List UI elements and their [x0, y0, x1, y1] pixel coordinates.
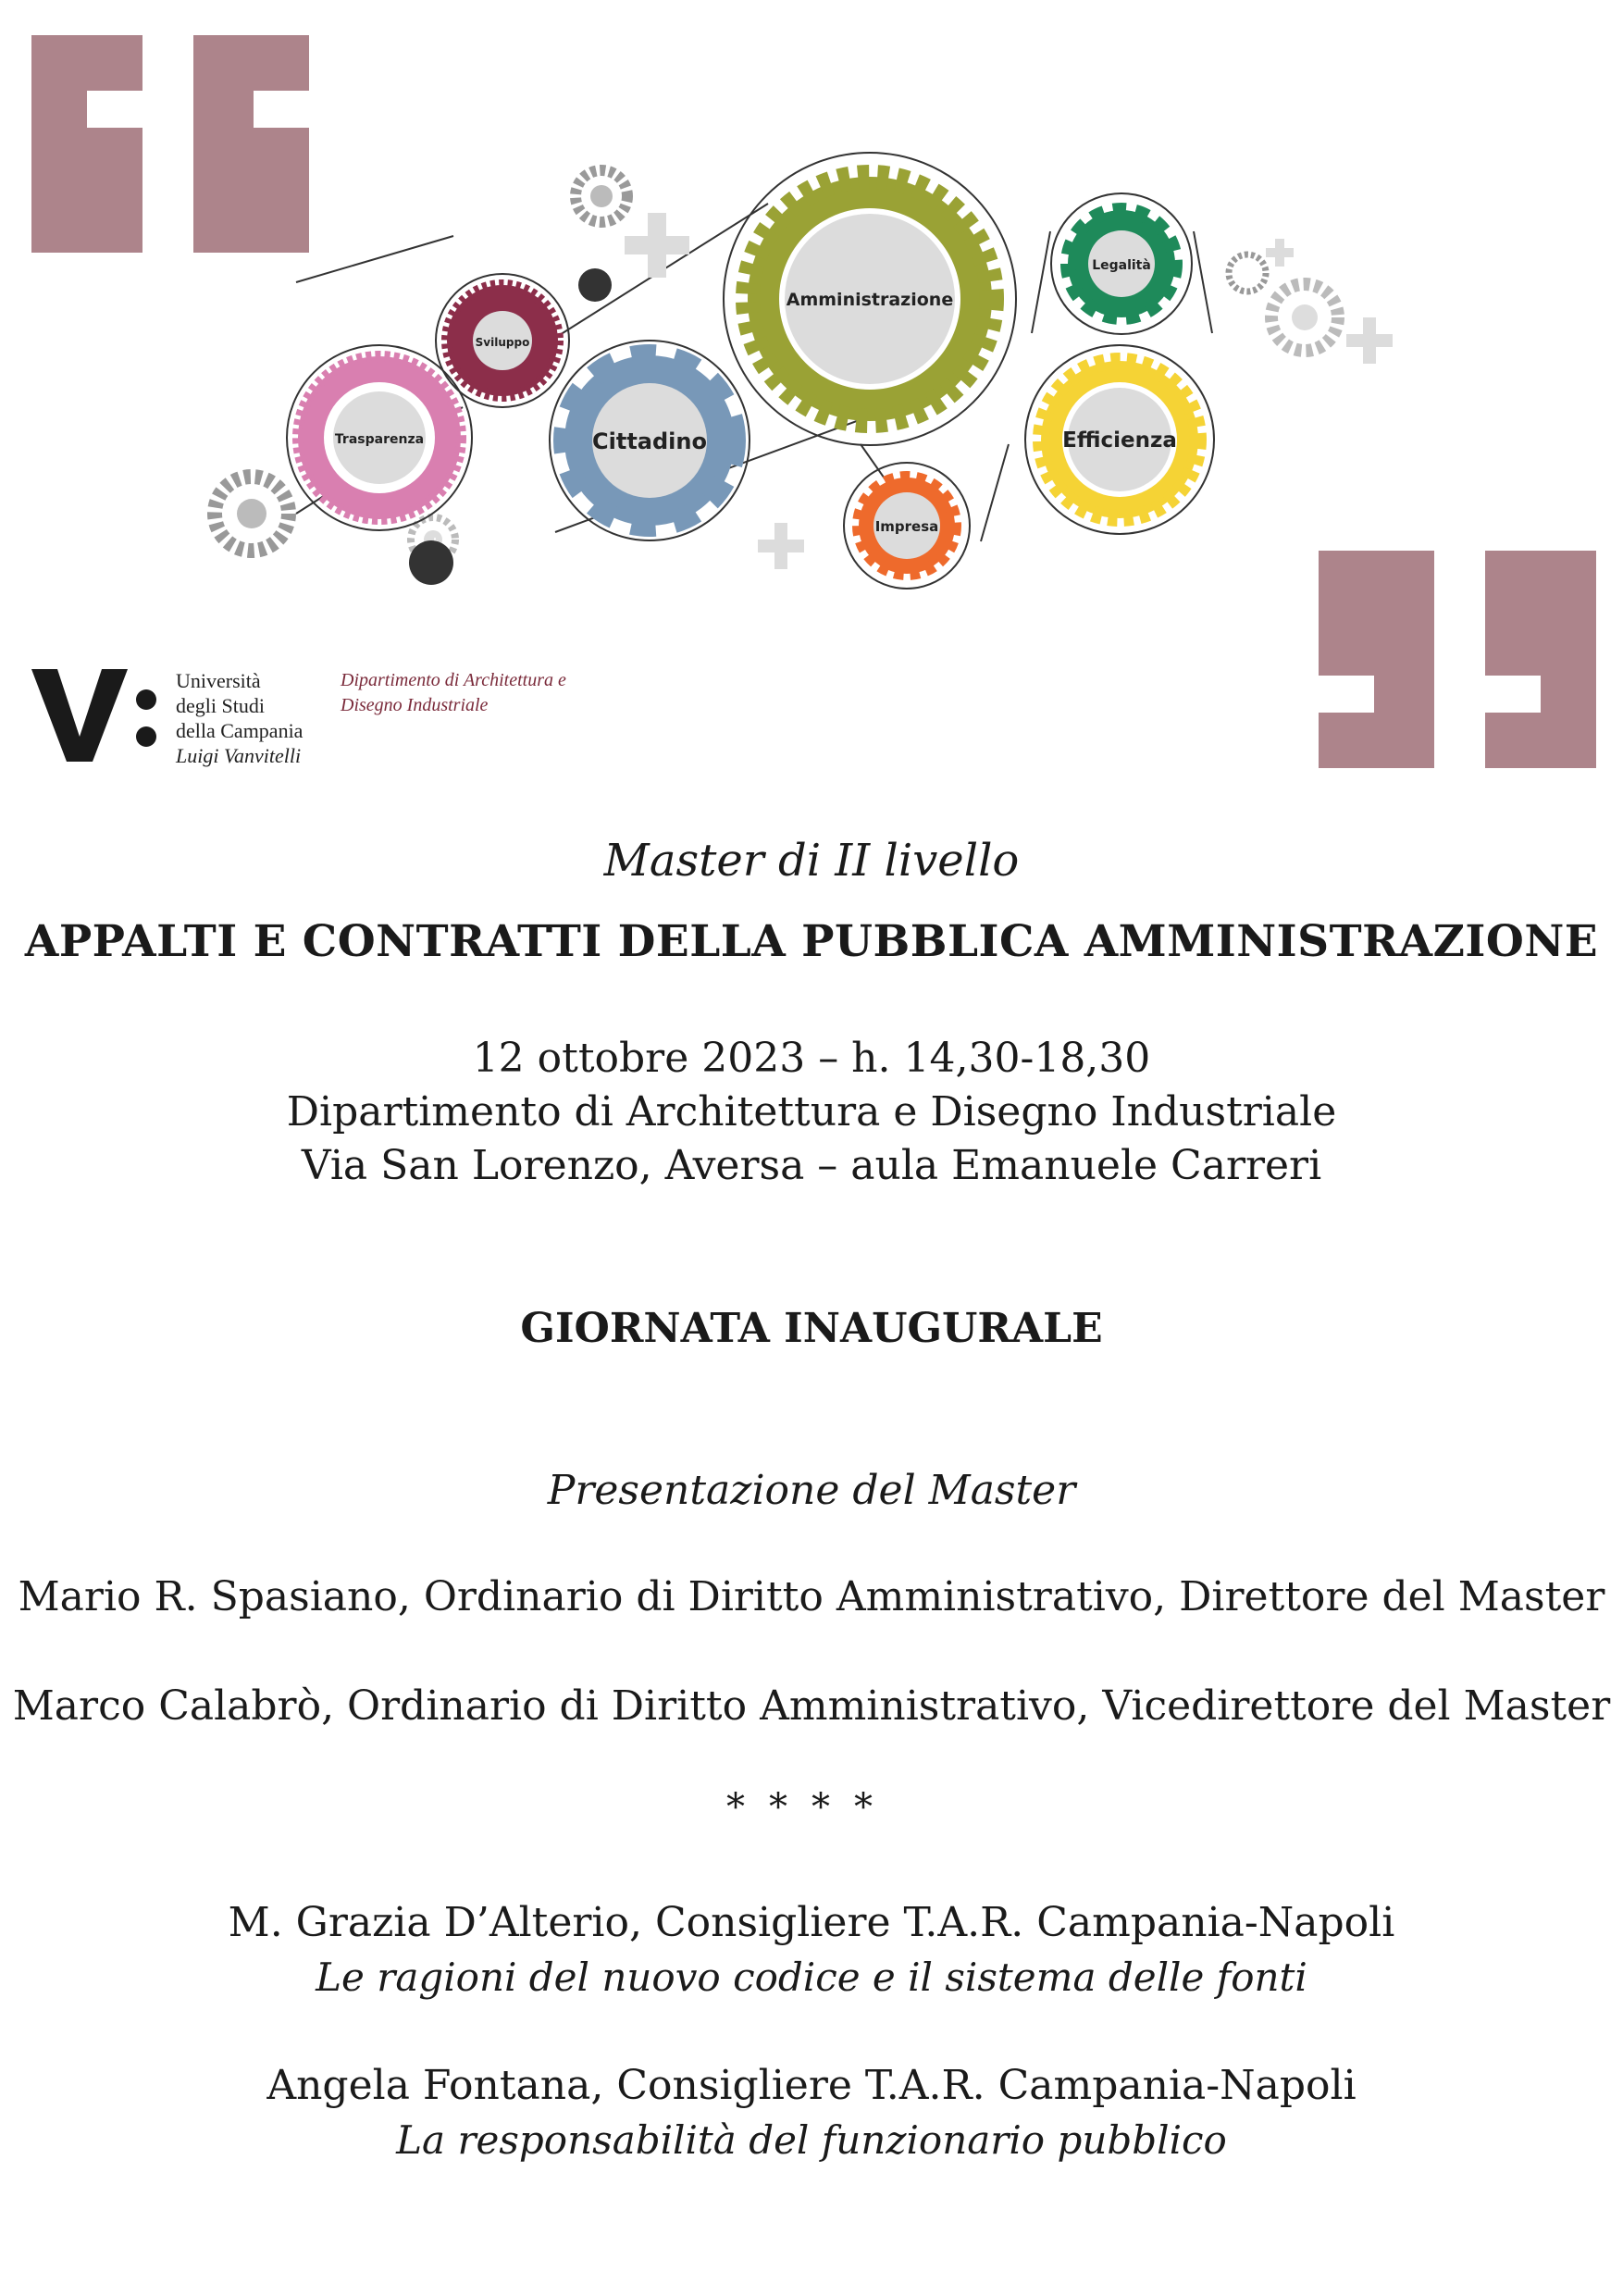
talk-1-title: Le ragioni del nuovo codice e il sistema delle fonti	[316, 1955, 1307, 2000]
talk-2-speaker: Angela Fontana, Consigliere T.A.R. Campania-Napoli	[266, 2062, 1357, 2109]
department-line-1: Dipartimento di Architettura e	[341, 670, 566, 690]
department-line-2: Disegno Industriale	[341, 695, 489, 715]
vanvitelli-logo-icon	[31, 664, 166, 766]
gear-label-impresa: Impresa	[874, 518, 939, 535]
gear-label-legalita: Legalità	[1092, 258, 1151, 273]
gear-amministrazione-icon	[724, 153, 1016, 445]
gear-legalita-icon	[1051, 193, 1192, 334]
speaker-vicedirector: Marco Calabrò, Ordinario di Diritto Amministrativo, Vicedirettore del Master	[12, 1682, 1611, 1730]
gear-label-efficienza: Efficienza	[1062, 428, 1177, 453]
gear-efficienza-icon	[1025, 345, 1214, 534]
gear-impresa-icon	[844, 463, 970, 589]
gears-illustration	[194, 148, 1434, 602]
event-location: Via San Lorenzo, Aversa – aula Emanuele Carreri	[301, 1142, 1322, 1189]
gear-label-trasparenza: Trasparenza	[334, 432, 425, 447]
separator-stars: ****	[726, 1786, 897, 1829]
gear-label-sviluppo: Sviluppo	[475, 336, 530, 349]
university-name	[176, 668, 303, 768]
university-line-1: Università	[176, 669, 261, 692]
university-line-3: della Campania	[176, 719, 304, 742]
presentation-heading: Presentazione del Master	[547, 1467, 1076, 1514]
talk-1-speaker: M. Grazia D’Alterio, Consigliere T.A.R. Campania-Napoli	[228, 1899, 1395, 1946]
university-line-2: degli Studi	[176, 694, 265, 717]
talk-2-title: La responsabilità del funzionario pubblico	[396, 2117, 1227, 2163]
event-date-time: 12 ottobre 2023 – h. 14,30-18,30	[472, 1035, 1151, 1082]
university-line-4: Luigi Vanvitelli	[176, 744, 302, 767]
master-level: Master di II livello	[603, 835, 1020, 887]
event-title: APPALTI E CONTRATTI DELLA PUBBLICA AMMINISTRAZIONE	[24, 916, 1599, 967]
gear-sviluppo-icon	[436, 274, 569, 407]
department-name	[341, 668, 566, 718]
gear-label-cittadino: Cittadino	[592, 428, 707, 454]
close-quote-icon	[1319, 551, 1596, 768]
speaker-director: Mario R. Spasiano, Ordinario di Diritto Amministrativo, Direttore del Master	[18, 1573, 1605, 1620]
session-title: GIORNATA INAUGURALE	[520, 1305, 1103, 1352]
event-department: Dipartimento di Architettura e Disegno Industriale	[286, 1088, 1337, 1136]
gear-cittadino-icon	[550, 341, 750, 540]
gear-label-amministrazione: Amministrazione	[786, 290, 954, 310]
